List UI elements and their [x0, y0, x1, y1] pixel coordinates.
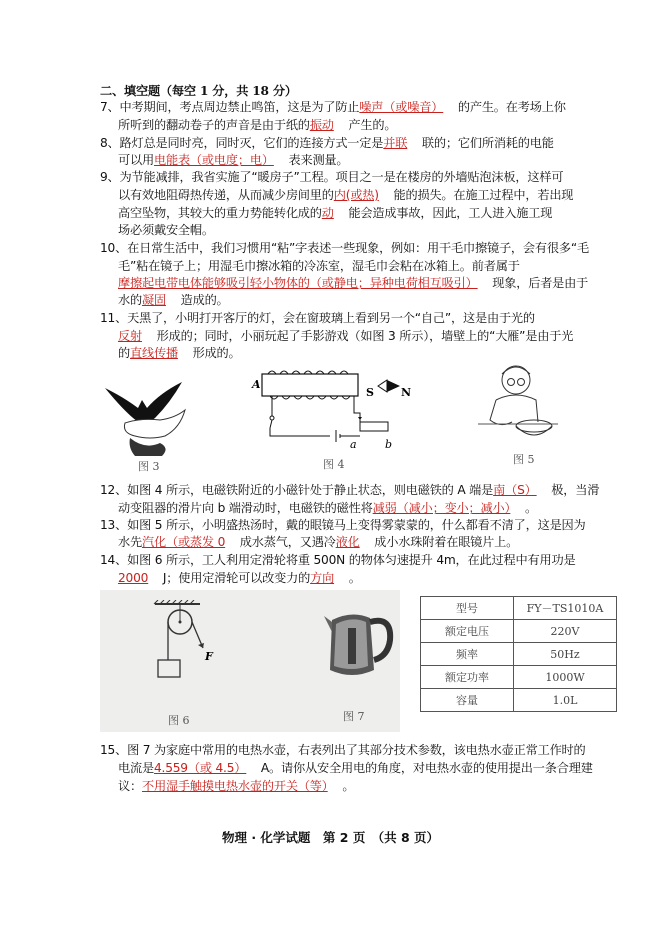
answer-text: 方向 [310, 571, 335, 585]
question-text: 现象，后者是由于 [492, 276, 589, 290]
question-text: 10、在日常生活中，我们习惯用“粘”字表述一些现象，例如：用干毛巾擦镜子，会有很多“毛 [100, 241, 589, 255]
question-text: 动变阻器的滑片向 b 端滑动时，电磁铁的磁性将 [118, 501, 373, 515]
question-15-line [118, 778, 354, 794]
question-text: 的 [118, 346, 130, 360]
answer-text: 汽化（或蒸发 0 [141, 535, 226, 549]
answer-text: 动 [321, 206, 334, 220]
table-row [421, 666, 617, 689]
section-heading: 二、填空题（每空 1 分，共 18 分） [100, 84, 297, 98]
fig4-label-S: S [366, 386, 374, 399]
answer-text: 4.559（或 4.5） [153, 761, 247, 775]
question-9-line [118, 222, 214, 238]
question-11-line [118, 345, 241, 361]
answer-text: 并联 [383, 136, 408, 150]
question-text: 水先 [118, 535, 142, 549]
table-row [421, 689, 617, 712]
spec-value: 1.0L [514, 689, 617, 712]
question-text: 7、中考期间，考点周边禁止鸣笛，这是为了防止 [100, 100, 360, 114]
fig4-label-A: A [252, 378, 261, 391]
figure-4-electromagnet-circuit [250, 368, 425, 458]
question-12-line [118, 500, 537, 516]
answer-text: 不用湿手触摸电热水壶的开关（等） [141, 779, 328, 793]
question-text: 联的；它们所消耗的电能 [421, 136, 554, 150]
figure-4-caption: 图 4 [323, 458, 345, 471]
question-7-line [118, 117, 396, 133]
question-14-line [118, 570, 361, 586]
answer-text: 减弱（减小；变小；减小） [372, 501, 511, 515]
question-text: 以有效地阻碍热传递，从而减少房间里的 [118, 188, 334, 202]
question-15-line [100, 742, 586, 758]
figure-6-caption: 图 6 [168, 714, 190, 727]
question-text: 12、如图 4 所示，电磁铁附近的小磁针处于静止状态，则电磁铁的 A 端是 [100, 483, 494, 497]
page-footer: 物理 · 化学试题 第 2 页 （共 8 页） [221, 830, 439, 845]
answer-text: 噪声（或噪音） [359, 100, 444, 114]
spec-label: 容量 [421, 689, 514, 712]
question-text: 造成的。 [180, 293, 229, 307]
spec-value: FY－TS1010A [514, 597, 617, 620]
figure-3-caption: 图 3 [138, 460, 160, 473]
answer-text: 液化 [335, 535, 360, 549]
answer-text: 内(或热) [333, 188, 379, 202]
answer-text: 振动 [309, 118, 334, 132]
fig4-label-b: b [385, 438, 393, 451]
question-7-line [100, 99, 566, 115]
question-11-line [118, 328, 573, 344]
question-14-line [100, 552, 575, 568]
question-8-line [118, 152, 348, 168]
fig4-label-a: a [350, 438, 357, 451]
table-row [421, 643, 617, 666]
question-text: A。请你从安全用电的角度，对电热水壶的使用提出一条合理建 [260, 761, 593, 775]
answer-text: 2000 [118, 571, 149, 585]
spec-value: 1000W [514, 666, 617, 689]
figure-7-caption: 图 7 [343, 710, 365, 723]
question-text: 13、如图 5 所示，小明盛热汤时，戴的眼镜马上变得雾蒙蒙的，什么都看不清了，这是因为 [100, 518, 586, 532]
spec-label: 型号 [421, 597, 514, 620]
question-text: 产生的。 [348, 118, 397, 132]
question-text: 能会造成事故，因此，工人进入施工现 [348, 206, 553, 220]
question-text: 能的损失。在施工过程中，若出现 [393, 188, 574, 202]
question-text: 。 [348, 571, 361, 585]
question-10-line [118, 275, 588, 291]
question-text: 15、图 7 为家庭中常用的电热水壶，右表列出了其部分技术参数，该电热水壶正常工作时的 [100, 743, 586, 757]
question-text: 。 [525, 501, 538, 515]
question-text: J；使用定滑轮可以改变力的 [162, 571, 311, 585]
answer-text: 摩擦起电带电体能够吸引轻小物体的（或静电；异种电荷相互吸引） [118, 276, 478, 290]
question-text: 电流是 [118, 761, 154, 775]
spec-value: 50Hz [514, 643, 617, 666]
question-text: 。 [342, 779, 355, 793]
question-text: 可以用 [118, 153, 154, 167]
spec-label: 额定功率 [421, 666, 514, 689]
fig6-force-label: F [205, 650, 213, 663]
spec-label: 额定电压 [421, 620, 514, 643]
question-10-line [118, 292, 229, 308]
question-10-line [100, 240, 589, 256]
figure-6-fixed-pulley [150, 600, 220, 690]
question-text: 形成的。 [192, 346, 241, 360]
question-text: 形成的；同时，小丽玩起了手影游戏（如图 3 所示），墙壁上的“大雁”是由于光 [156, 329, 574, 343]
question-text: 8、路灯总是同时亮，同时灭，它们的连接方式一定是 [100, 136, 384, 150]
spec-label: 频率 [421, 643, 514, 666]
question-text: 9、为节能减排，我省实施了“暖房子”工程。项目之一是在楼房的外墙贴泡沫板，这样可 [100, 170, 564, 184]
answer-text: 反射 [118, 329, 142, 343]
figure-7-electric-kettle [322, 610, 397, 680]
question-9-line [118, 205, 552, 221]
question-text: 水的 [118, 293, 142, 307]
question-13-line [118, 534, 518, 550]
table-row [421, 620, 617, 643]
question-text: 14、如图 6 所示，工人利用定滑轮将重 500N 的物体匀速提升 4m，在此过程中有用功是 [100, 553, 576, 567]
question-text: 高空坠物，其较大的重力势能转化成的 [118, 206, 322, 220]
question-10-line [118, 258, 520, 274]
question-text: 的产生。在考场上你 [457, 100, 566, 114]
figure-5-caption: 图 5 [513, 453, 535, 466]
answer-text: 直线传播 [130, 346, 178, 360]
question-text: 议： [118, 779, 142, 793]
question-text: 成小水珠附着在眼镜片上。 [374, 535, 519, 549]
question-8-line [100, 135, 554, 151]
kettle-spec-table [420, 596, 617, 712]
question-text: 毛”粘在镜子上；用湿毛巾擦冰箱的冷冻室，湿毛巾会粘在冰箱上。前者属于 [118, 259, 520, 273]
table-row [421, 597, 617, 620]
fig4-label-N: N [401, 386, 412, 399]
question-text: 11、天黑了，小明打开客厅的灯，会在窗玻璃上看到另一个“自己”，这是由于光的 [100, 311, 535, 325]
figure-3-hand-shadow [100, 378, 190, 458]
question-text: 场必须戴安全帽。 [118, 223, 214, 237]
question-15-line [118, 760, 593, 776]
question-11-line [100, 310, 535, 326]
figure-5-boy-with-glasses [478, 360, 558, 445]
question-text: 成水蒸气，又遇冷 [239, 535, 336, 549]
question-13-line [100, 517, 586, 533]
answer-text: 凝固 [141, 293, 166, 307]
question-12-line [100, 482, 599, 498]
question-text: 表来测量。 [288, 153, 349, 167]
answer-text: 电能表（或电度；电） [153, 153, 274, 167]
question-9-line [100, 169, 563, 185]
spec-value: 220V [514, 620, 617, 643]
answer-text: 南（S） [493, 483, 537, 497]
question-text: 极，当滑 [551, 483, 600, 497]
question-text: 所听到的翻动卷子的声音是由于纸的 [118, 118, 310, 132]
question-9-line [118, 187, 573, 203]
